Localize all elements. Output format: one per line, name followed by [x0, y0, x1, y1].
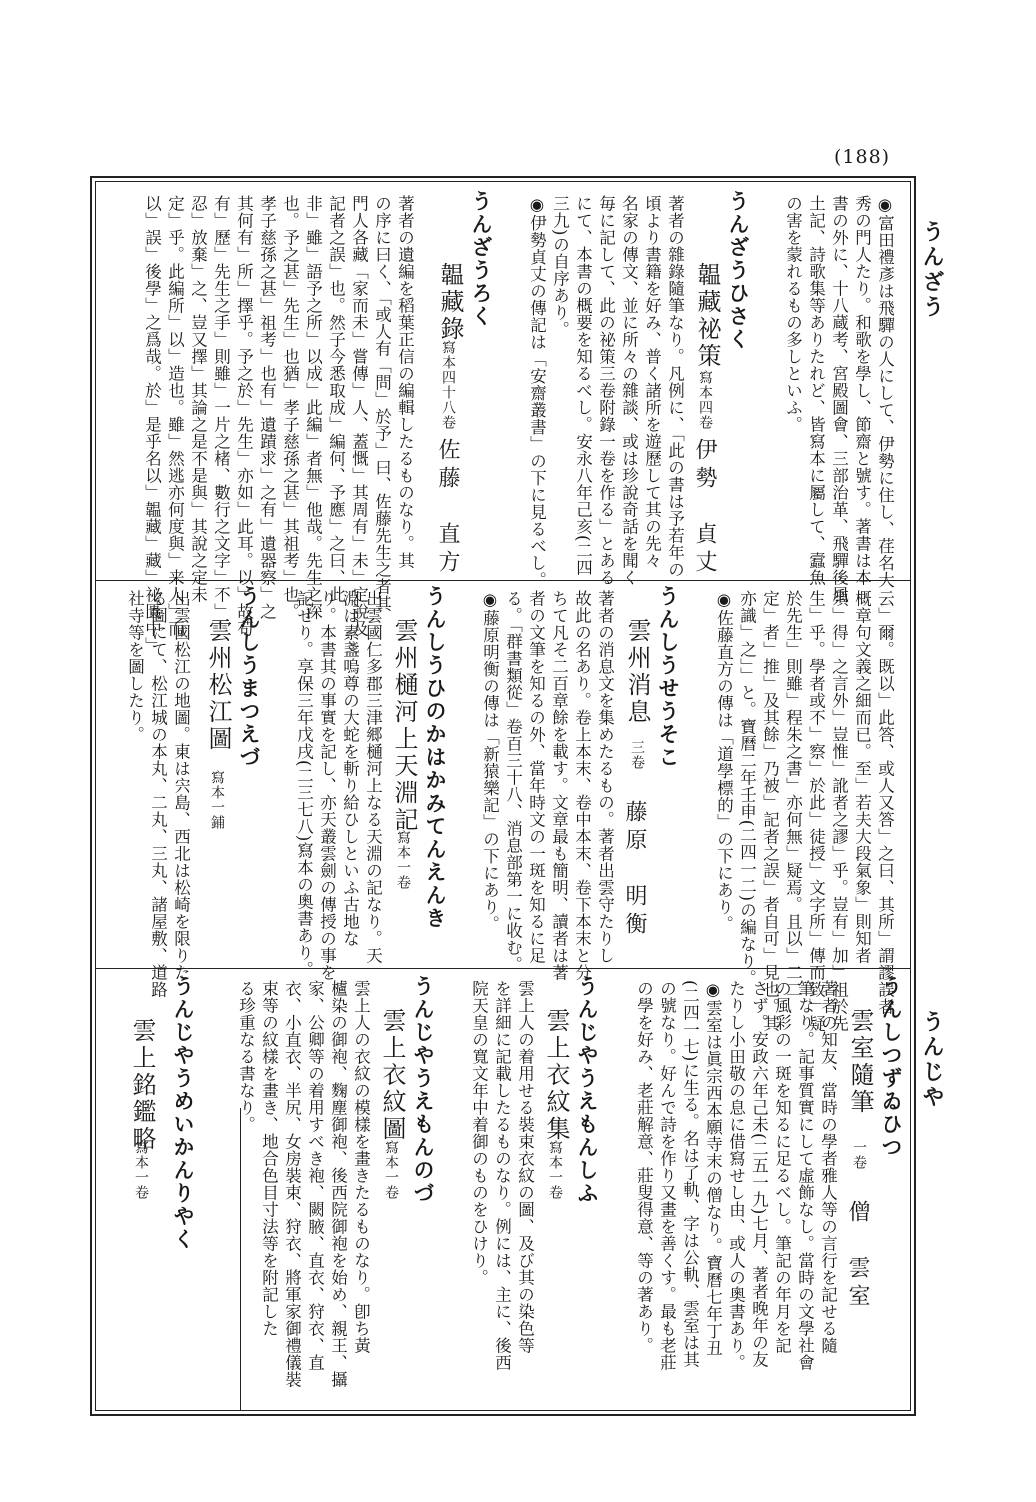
entry-body-line: る珍重なる書なり。 [236, 980, 256, 1133]
top-intro-line: 書の外に、十八蔵考、宮殿圖會、三部治革、飛驒後風 [829, 195, 849, 603]
entry-title: 雲上銘鑑略 [128, 1018, 156, 1153]
entry-body-line: 著者の知友、當時の學者雅人等の言行を記せる隨 [818, 980, 838, 1354]
entry-title: 韞藏錄 [436, 262, 464, 343]
entry-volume: 寫本一卷 [395, 830, 411, 890]
middle-cont-line: 生」乎。學者或不」察」於此」徒授」文字所」傳而致」疑 [806, 590, 826, 1032]
entry-body-line: 以」誤」後學」之爲哉。於」是乎名以」韞藏」藏」祕匱中」 [142, 195, 162, 654]
entry-body-line: (二四一七)に生る。名は了軌、字は公軌、雲室は其 [680, 980, 700, 1368]
entry-body-line: 淵は素盞嗚尊の大蛇を斬り給ひしといふ古地な [340, 590, 360, 947]
entry-title: 雲州樋河上天淵記 [390, 618, 418, 834]
entry-title: 雲上衣紋集 [542, 1008, 570, 1143]
entry-body-line: 定」乎。此編所」以」造也。雖」然逃亦何度與」来人」而 [165, 195, 185, 637]
entry-body-line: 其何有」所」擇乎。予之於」先生」亦如」此耳。以」故苟 [234, 195, 254, 637]
entry-body-line: ◉藤原明衡の傳は「新猿樂記」の下にあり。 [480, 590, 500, 933]
entry-title: 雲州消息 [623, 618, 651, 726]
entry-heading: うんざうろく [469, 190, 493, 328]
entry-body-line: 者の文筆を知るの外、當年時文の一斑を知るに足 [526, 590, 546, 964]
entry-volume: 寫本一鋪 [209, 770, 225, 830]
entry-author: 藤原 明衡 [622, 800, 647, 940]
entry-author: 僧 雲室 [845, 1200, 870, 1312]
entry-author: 佐藤 直方 [435, 438, 460, 578]
entry-body-line: を詳細に記載したるものなり。例には、主に、後西 [492, 980, 512, 1371]
entry-body-line: の號なり。好んで詩を作り又畫を善くす。最も老莊 [657, 980, 677, 1371]
entry-body-line: 故此の名あり。卷上本末、卷中本末、卷下本末と分 [572, 590, 592, 981]
entry-body-line: の風彩の一斑を知るに足るべし。筆記の年月を記 [772, 980, 792, 1354]
entry-body-line: 雲上人の着用せる裝束衣紋の圖、及び其の染色等 [515, 980, 535, 1354]
entry-body-line: 雲上人の衣紋の模樣を畫きたるものなり。卽ち黃 [351, 980, 371, 1354]
entry-body-line: る圖にて、松江城の本丸、二丸、三丸、諸屋敷、道路 [148, 590, 168, 998]
entry-body-line: 毎に記して、此の祕策三卷附錄一卷を作る」とある [596, 195, 616, 586]
entry-body-line: 孝子慈孫之甚」祖考」也有」遺蹟求」之有」遺器察」之 [257, 195, 277, 620]
entry-volume: 寫本四卷 [697, 370, 713, 430]
entry-heading: うんしうせうそこ [656, 585, 680, 769]
entry-body-line: 記者之誤」也。然子今悉取成」編何、予應」之曰、此 [326, 195, 346, 603]
top-intro-line: 土記、詩歌集等ありたれど、皆寫本に屬して、蠧魚 [806, 195, 826, 586]
entry-body-line: さず。安政六年己未(二五一九)七月、著者晚年の友 [749, 980, 769, 1368]
entry-body-line: 束等の紋樣を畫き、地合色目寸法等を附記した [259, 980, 279, 1337]
entry-title: 雲上衣紋圖 [378, 1008, 406, 1143]
entry-volume: 一卷 [851, 1140, 867, 1170]
entry-body-line: 櫨染の御袍、麴塵御袍、後西院御袍を始め、親王、攝 [328, 980, 348, 1388]
entry-heading: うんざうひさく [726, 190, 750, 351]
entry-heading: うんしうまつえづ [237, 585, 261, 769]
entry-heading: うんじやうえもんのづ [411, 975, 435, 1205]
entry-body-line: の學を好み、老莊解意、莊叟得意、等の著あり。 [634, 980, 654, 1354]
entry-body-line: 也。予之甚」先生」也猶」孝子慈孫之甚」其祖考」也。 [280, 195, 300, 620]
entry-body-line: 著者の消息文を集めたるもの。著者出雲守たりし [595, 590, 615, 964]
entry-heading: うんじやうめいかんりやく [171, 975, 195, 1251]
entry-title: 韞藏祕策 [693, 262, 721, 370]
entry-body-line: 著者の雜錄隨筆なり。凡例に、「此の書は予若年の [665, 195, 685, 578]
entry-body-line: 頃より書籍を好み、普く諸所を遊歷して其の先々 [642, 195, 662, 569]
entry-heading: うんしつずゐひつ [879, 975, 903, 1159]
entry-body-line: り。本書其の事實を記し、亦天叢雲劍の傳授の事を [317, 590, 337, 981]
entry-title: 雲室隨筆 [846, 1008, 874, 1116]
middle-cont-line: 須」得」之言外」豈惟」訛者之謬」乎。豈有」加」祖於先 [829, 590, 849, 1032]
entry-body-line: 家、公卿等の着用すべき袍、闕腋、直衣、狩衣、直 [305, 980, 325, 1371]
entry-body-line: 記せり。享保三年戊戌(二三七八)寫本の奧書あり。 [294, 590, 314, 978]
entry-body-line: にて、本書の概要を知るべし。安永八年己亥(二四 [573, 195, 593, 576]
middle-cont-line: 概章句文義之細而已。至」若夫大段氣象」則知者 [852, 590, 872, 964]
entry-volume: 三卷 [629, 740, 645, 770]
running-head-right: うんざう [919, 220, 944, 320]
entry-volume: 寫本一卷 [547, 1140, 563, 1200]
middle-cont-line: 於先生」則雖」程朱之書」亦何無」疑焉。且以」二二 [783, 590, 803, 998]
entry-body-line: る。「群書類從」卷百三十八、消息部第一に收む。 [503, 590, 523, 973]
entry-body-line: の序に曰く、「或人有「問」於予」曰、佐藤先生之者其 [372, 195, 392, 612]
entry-volume: 寫本四十八卷 [440, 340, 456, 430]
middle-cont-line: 云」爾。既以」此答、或人又答」之曰、其所」謂謬誤者 [875, 590, 895, 1015]
entry-body-line: 著者の遺編を稻葉正信の編輯したるものなり。其 [395, 195, 415, 569]
middle-cont-line: 定」者」推」及其餘」乃被」記者之誤」者自可」見也。其 [760, 590, 780, 1032]
entry-body-line: 有」歷」先生之手」則雖」一片之楮、數行之文字」不」 [211, 195, 231, 620]
middle-cont-line: ◉佐藤直方の傳は「道學標的」の下にあり。 [714, 590, 734, 933]
entry-volume: 寫本一卷 [383, 1140, 399, 1200]
divider-bottom-left [240, 1108, 241, 1410]
entry-body-line: 衣、小直衣、半尻、女房裝束、狩衣、將軍家御禮儀裝 [282, 980, 302, 1388]
entry-title: 雲州松江圖 [204, 618, 232, 753]
entry-body-line: ◉雲室は眞宗西本願寺末の僧なり。寶曆七年丁丑 [703, 980, 723, 1357]
entry-body-line: 出雲國松江の地圖。東は宍島、西北は松崎を限りた [171, 590, 191, 981]
top-intro-line: ◉富田禮彥は飛驒の人にして、伊勢に住し、荏名大 [875, 195, 895, 589]
entry-heading: うんじやうえもんしふ [575, 975, 599, 1205]
entry-body-line: 非」雖」語予之所」以成」此編」者無」他哉。先生之深 [303, 195, 323, 620]
page-number: (188) [834, 146, 891, 168]
entry-heading: うんしうひのかはかみてんえんき [423, 585, 447, 930]
entry-body-line: ◉伊勢貞丈の傳記は「安齋叢書」の下に見るべし。 [527, 195, 547, 589]
entry-body-line: 名家の傳文、並に所々の雜談、或は珍說奇話を聞く [619, 195, 639, 586]
entry-author: 伊勢 貞丈 [692, 438, 717, 578]
entry-body-line: 出雲國仁多郡三津郷樋河上なる天淵の記なり。天 [363, 590, 383, 964]
entry-body-line: たりし小田敬の息に借寫せし由、或人の奧書あり。 [726, 980, 746, 1371]
entry-body-line: 忍」放棄」之、豈又擇」其論之是不是與」其說之定未 [188, 195, 208, 603]
entry-body-line: 三九)の自序あり。 [550, 195, 570, 338]
entry-body-line: 社寺等を圖したり。 [125, 590, 145, 743]
running-head-left: うんじや [919, 1010, 944, 1110]
entry-body-line: ちて凡そ二百章餘を載す。文章最も簡明、讀者は著 [549, 590, 569, 981]
top-intro-line: 秀の門人たり。和歌を學し、節齋と號す。著書は本 [852, 195, 872, 586]
entry-body-line: 院天皇の寬文年中着御のものをひけり。 [469, 980, 489, 1286]
entry-body-line: 筆なり。記事質實にして虛飾なし。當時の文學社會 [795, 980, 815, 1371]
top-intro-line: の害を蒙れるもの多しといふ。 [783, 195, 803, 433]
entry-volume: 寫本一卷 [133, 1140, 149, 1200]
middle-cont-line: 亦識」之」」と。寶曆二年壬申(二四一二)の編なり。 [737, 590, 757, 987]
entry-body-line: 門人各藏「家而未」嘗傳」人、蓋慨」其周有」未」定說及 [349, 195, 369, 637]
